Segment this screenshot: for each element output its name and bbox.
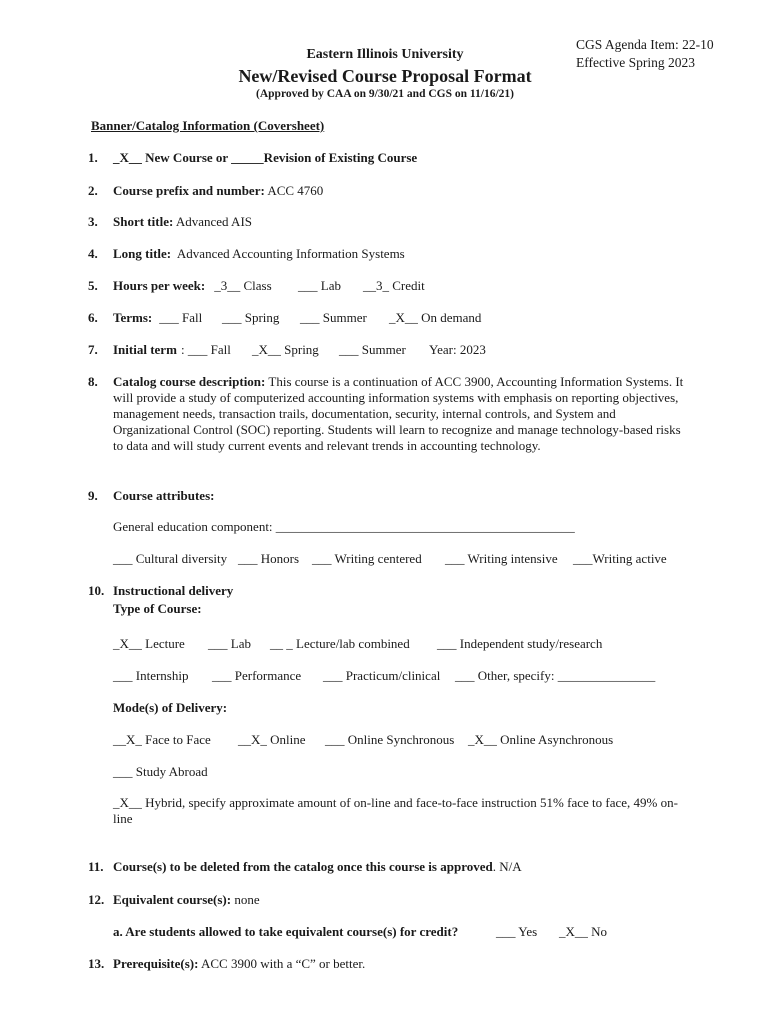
course-prefix-line	[113, 183, 323, 199]
university-name: Eastern Illinois University	[306, 47, 464, 62]
initial-summer: ___ Summer	[339, 342, 406, 357]
deleted-courses-line	[113, 859, 522, 875]
type-other: ___ Other, specify: _______________	[455, 668, 656, 683]
equivalent-courses-value: none	[231, 892, 260, 907]
section-title: Banner/Catalog Information (Coversheet)	[91, 118, 325, 133]
item-number: 10.	[88, 583, 105, 598]
field-label: Hours per week:	[113, 278, 206, 293]
initial-spring: _X__ Spring	[252, 342, 319, 357]
attr-writing-centered: ___ Writing centered	[312, 551, 422, 566]
initial-fall: : ___ Fall	[181, 342, 231, 357]
mode-online: __X_ Online	[238, 732, 306, 747]
initial-year: Year: 2023	[429, 342, 486, 357]
item-number: 3.	[88, 214, 98, 229]
term-summer: ___ Summer	[300, 310, 367, 325]
mode-face-to-face: __X_ Face to Face	[113, 732, 211, 747]
catalog-description	[113, 374, 693, 454]
term-fall: ___ Fall	[156, 310, 203, 325]
field-label: Terms:	[113, 310, 153, 325]
term-on-demand: _X__ On demand	[389, 310, 482, 325]
field-label: Instructional delivery	[113, 583, 234, 598]
type-internship: ___ Internship	[113, 668, 189, 683]
effective-term: Effective Spring 2023	[576, 55, 695, 70]
course-prefix-value: ACC 4760	[264, 183, 324, 198]
hours-credit: __3_ Credit	[363, 278, 425, 293]
short-title-value: Advanced AIS	[173, 214, 253, 229]
item-number: 8.	[88, 374, 98, 389]
field-label: Prerequisite(s):	[113, 956, 199, 971]
course-type-line: _X__ New Course or _____Revision of Existing Course	[113, 150, 418, 165]
field-label: Course(s) to be deleted from the catalog once this course is approved	[113, 859, 493, 874]
equivalent-credit-yes: ___ Yes	[496, 924, 538, 939]
item-number: 2.	[88, 183, 98, 198]
field-label: Initial term	[113, 342, 177, 357]
field-label: Course attributes:	[113, 488, 215, 503]
field-label: Equivalent course(s):	[113, 892, 232, 907]
field-label: Long title:	[113, 246, 172, 261]
equivalent-credit-no: _X__ No	[559, 924, 608, 939]
type-of-course-label: Type of Course:	[113, 601, 202, 616]
field-label: Catalog course description:	[113, 374, 266, 389]
equivalent-courses-line	[113, 892, 260, 908]
item-number: 5.	[88, 278, 98, 293]
type-performance: ___ Performance	[212, 668, 302, 683]
agenda-item: CGS Agenda Item: 22-10	[576, 37, 714, 52]
type-lab: ___ Lab	[208, 636, 251, 651]
prerequisite-line	[113, 956, 365, 972]
item-number: 6.	[88, 310, 98, 325]
mode-of-delivery-label: Mode(s) of Delivery:	[113, 700, 228, 715]
prerequisite-value: ACC 3900 with a “C” or better.	[198, 956, 366, 971]
equivalent-credit-question: a. Are students allowed to take equivalent course(s) for credit?	[113, 924, 459, 939]
long-title-line	[113, 246, 405, 262]
mode-study-abroad: ___ Study Abroad	[113, 764, 208, 779]
item-number: 13.	[88, 956, 105, 971]
item-number: 12.	[88, 892, 105, 907]
attr-honors: ___ Honors	[238, 551, 300, 566]
term-spring: ___ Spring	[222, 310, 280, 325]
mode-online-synchronous: ___ Online Synchronous	[325, 732, 455, 747]
type-practicum: ___ Practicum/clinical	[323, 668, 441, 683]
gen-ed-component: General education component: ______________________________________________	[113, 519, 575, 534]
form-title: New/Revised Course Proposal Format	[238, 66, 532, 86]
deleted-courses-value: . N/A	[492, 859, 522, 874]
hours-lab: ___ Lab	[298, 278, 341, 293]
item-number: 11.	[88, 859, 104, 874]
long-title-value: Advanced Accounting Information Systems	[171, 246, 405, 261]
type-lecture-lab: __ _ Lecture/lab combined	[270, 636, 410, 651]
field-label: Course prefix and number:	[113, 183, 265, 198]
field-label: Short title:	[113, 214, 174, 229]
item-number: 4.	[88, 246, 98, 261]
hours-class: _3__ Class	[211, 278, 272, 293]
mode-online-asynchronous: _X__ Online Asynchronous	[468, 732, 614, 747]
catalog-description-text: This course is a continuation of ACC 3900, Accounting Information Systems. It will provide a study of computerized accounting information systems with emphasis on reporting objectives, management needs, transaction trails, documentation, security, internal controls, and System and Organizational Control (SOC) reporting. Students will learn to recognize and manage technology-based risks to data and will study current events and relevant trends in accounting technology.	[113, 374, 684, 453]
short-title-line	[113, 214, 252, 230]
item-number: 1.	[88, 150, 98, 165]
type-lecture: _X__ Lecture	[113, 636, 185, 651]
mode-hybrid: _X__ Hybrid, specify approximate amount of on-line and face-to-face instruction 51% face to face, 49% on-line	[113, 795, 678, 826]
attr-writing-intensive: ___ Writing intensive	[445, 551, 558, 566]
approval-note: (Approved by CAA on 9/30/21 and CGS on 11/16/21)	[256, 88, 514, 100]
item-number: 7.	[88, 342, 98, 357]
type-independent-study: ___ Independent study/research	[437, 636, 603, 651]
attr-writing-active: ___Writing active	[573, 551, 667, 566]
attr-cultural-diversity: ___ Cultural diversity	[113, 551, 228, 566]
item-number: 9.	[88, 488, 98, 503]
